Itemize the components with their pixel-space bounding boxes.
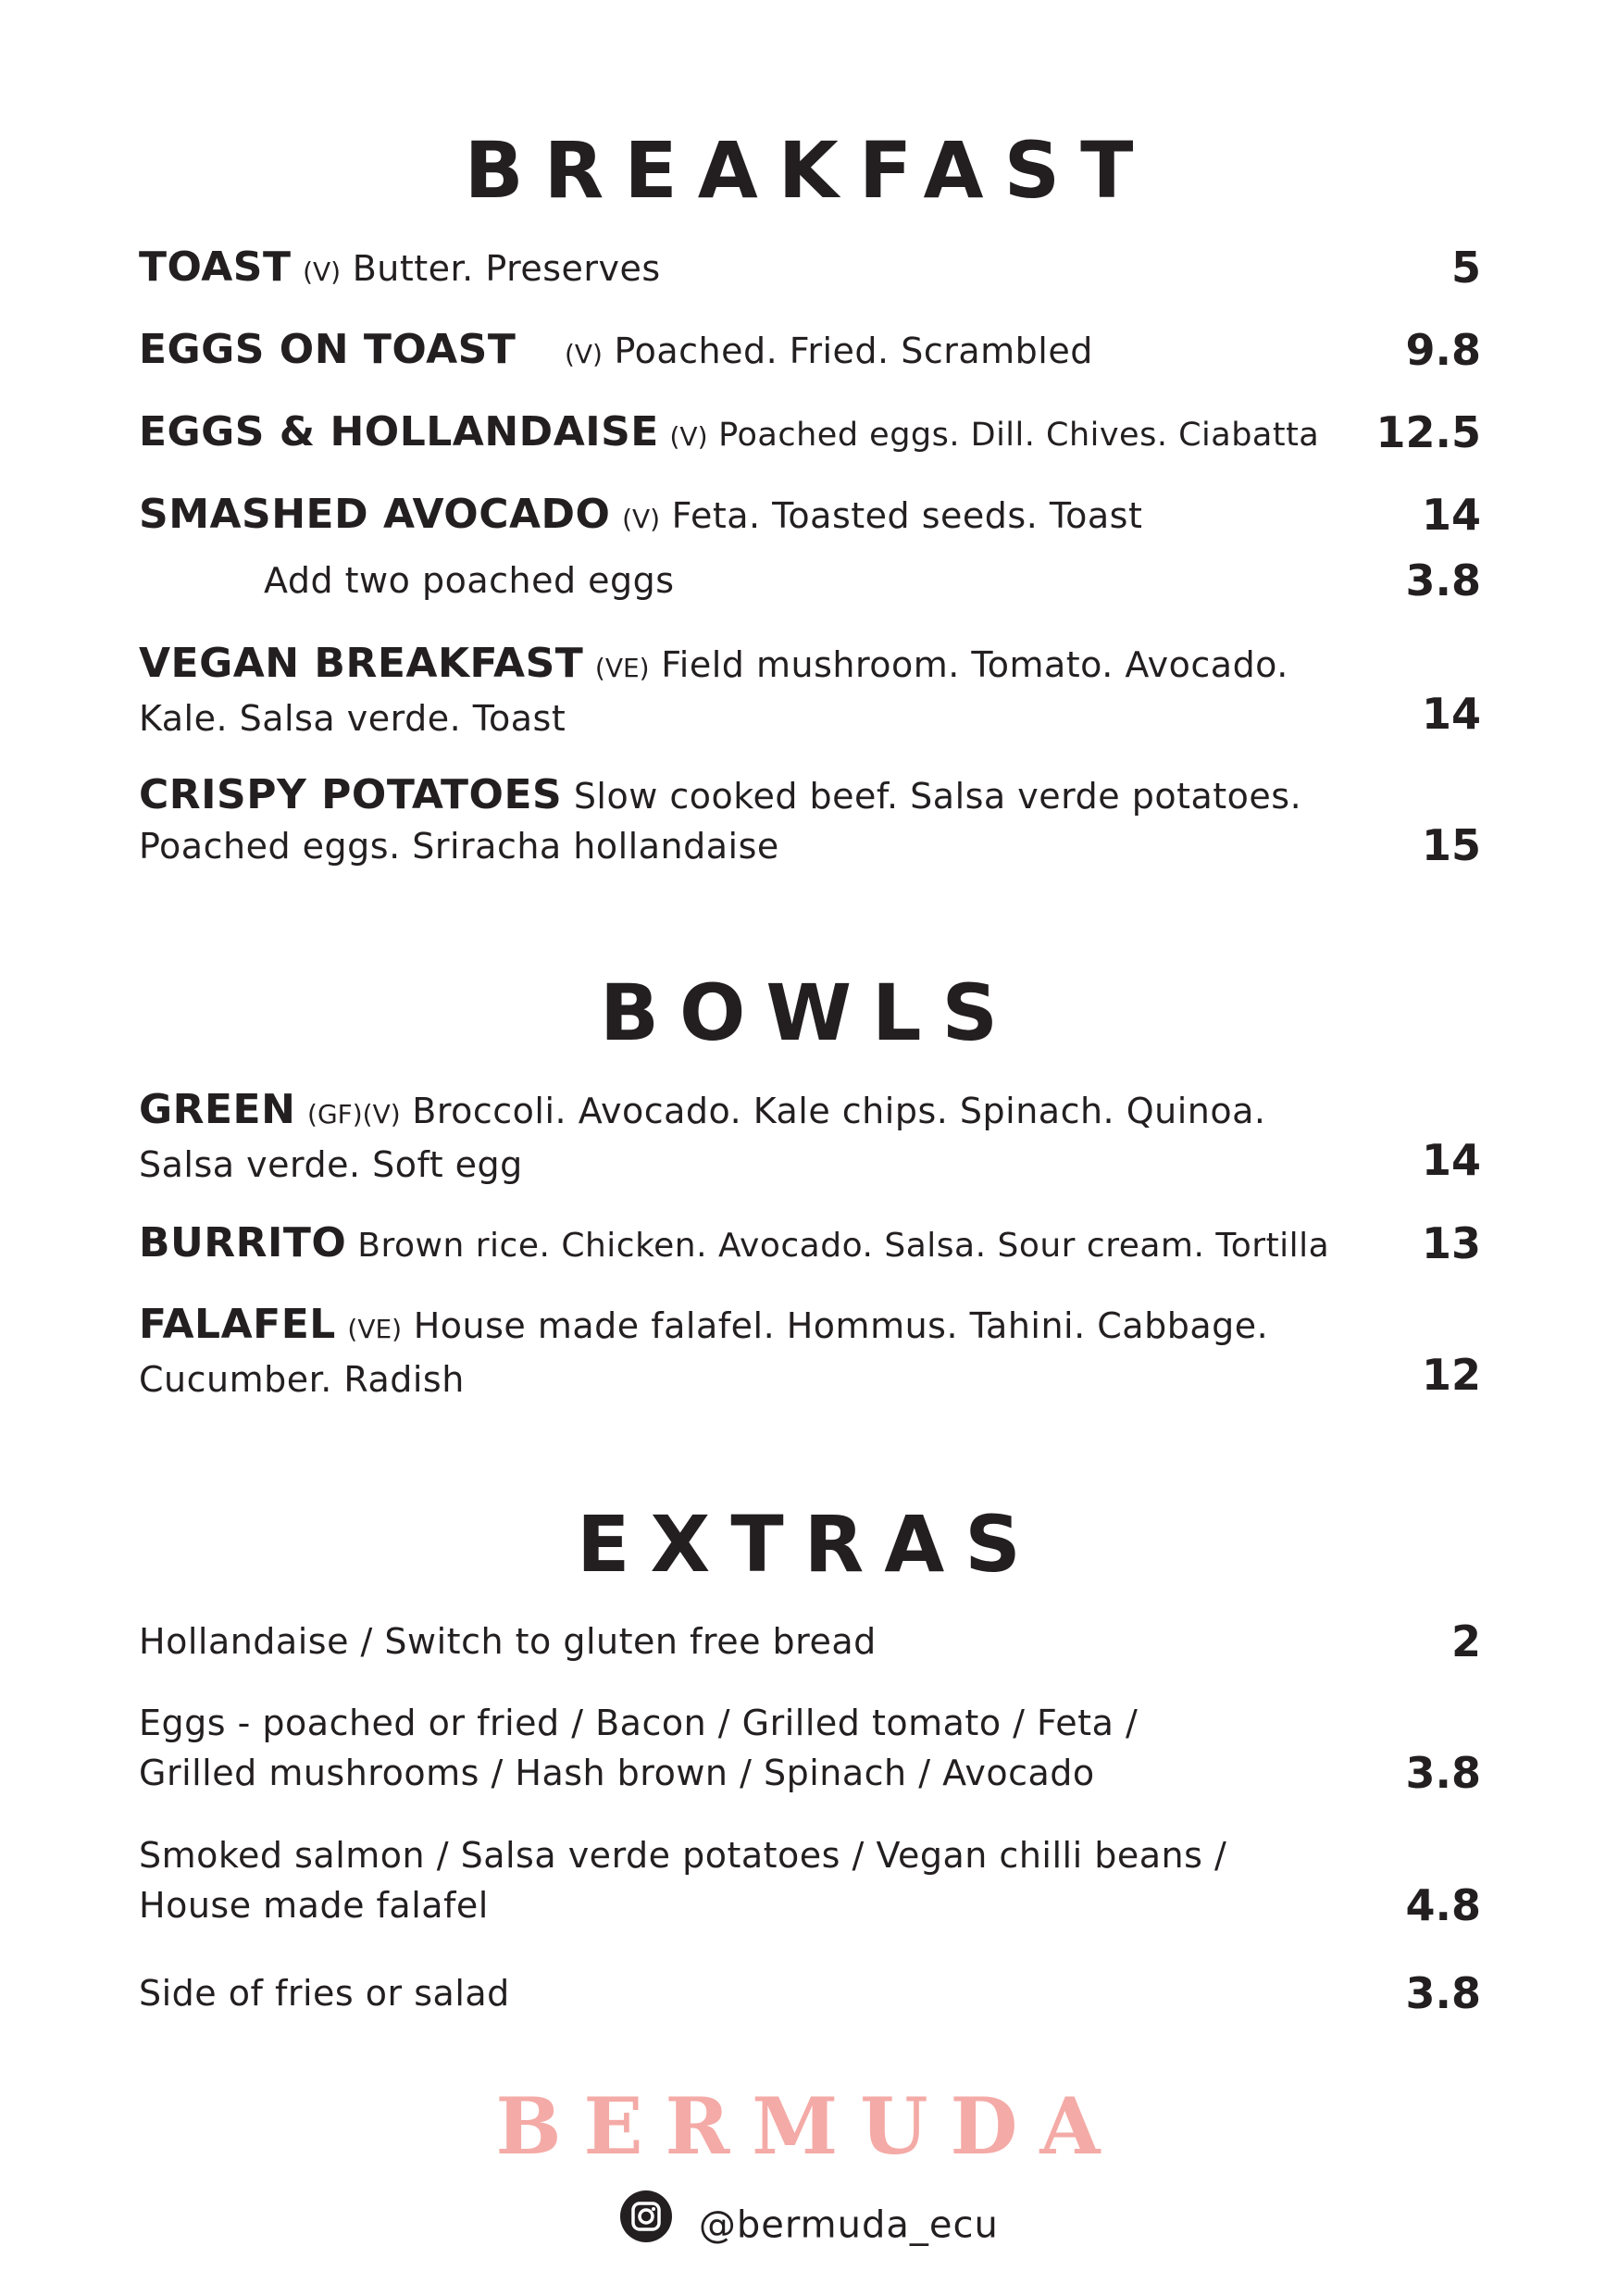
item-description: Hollandaise / Switch to gluten free bread bbox=[139, 1621, 877, 1662]
instagram-icon bbox=[619, 2190, 673, 2261]
item-description: Broccoli. Avocado. Kale chips. Spinach. Quinoa. bbox=[412, 1091, 1266, 1131]
item-price: 12.5 bbox=[1375, 407, 1481, 457]
item-price: 3.8 bbox=[1405, 1748, 1481, 1798]
menu-item-toast bbox=[139, 243, 1481, 297]
extra-item-eggs bbox=[139, 1698, 1481, 1798]
breakfast-heading: BREAKFAST bbox=[464, 125, 1154, 216]
item-description-continued: Cucumber. Radish bbox=[139, 1359, 465, 1400]
item-price: 14 bbox=[1421, 689, 1481, 739]
item-name: TOAST bbox=[139, 243, 292, 291]
logo-wordmark: BERMUDA bbox=[495, 2080, 1123, 2172]
item-description-continued: Poached eggs. Sriracha hollandaise bbox=[139, 826, 779, 867]
item-price: 9.8 bbox=[1405, 325, 1481, 375]
menu-item-eggs-hollandaise bbox=[139, 407, 1481, 462]
item-description: Smoked salmon / Salsa verde potatoes / Vegan chilli beans / bbox=[139, 1835, 1227, 1876]
extra-item-hollandaise bbox=[139, 1616, 1481, 1666]
item-description: Feta. Toasted seeds. Toast bbox=[671, 495, 1143, 536]
item-description: Poached. Fried. Scrambled bbox=[614, 331, 1093, 371]
menu-item-add-eggs bbox=[139, 555, 1481, 605]
extra-item-salmon bbox=[139, 1830, 1481, 1930]
menu-item-vegan-breakfast bbox=[139, 639, 1481, 743]
social-handle bbox=[0, 2190, 1618, 2261]
item-description: Add two poached eggs bbox=[264, 560, 675, 601]
dietary-tag: (V) bbox=[303, 256, 342, 287]
item-name: EGGS ON TOAST bbox=[139, 326, 517, 373]
item-name: SMASHED AVOCADO bbox=[139, 491, 611, 538]
item-price: 12 bbox=[1421, 1350, 1481, 1400]
brand-logo bbox=[0, 2080, 1618, 2172]
item-price: 14 bbox=[1421, 1135, 1481, 1185]
bowls-heading: BOWLS bbox=[599, 967, 1019, 1058]
item-price: 3.8 bbox=[1405, 555, 1481, 605]
item-description: Field mushroom. Tomato. Avocado. bbox=[661, 644, 1288, 685]
dietary-tag: (VE) bbox=[594, 653, 650, 683]
dietary-tag: (GF)(V) bbox=[307, 1099, 401, 1129]
menu-item-eggs-on-toast bbox=[139, 325, 1481, 380]
item-description-continued: House made falafel bbox=[139, 1885, 489, 1926]
item-price: 5 bbox=[1450, 243, 1481, 293]
menu-item-green bbox=[139, 1085, 1481, 1190]
item-price: 14 bbox=[1421, 490, 1481, 540]
item-name: BURRITO bbox=[139, 1219, 347, 1267]
item-price: 4.8 bbox=[1405, 1880, 1481, 1930]
menu-item-crispy-potatoes bbox=[139, 770, 1481, 871]
item-name: CRISPY POTATOES bbox=[139, 771, 563, 818]
item-price: 15 bbox=[1421, 820, 1481, 870]
item-name: VEGAN BREAKFAST bbox=[139, 640, 584, 687]
item-description: Brown rice. Chicken. Avocado. Salsa. Sour cream. Tortilla bbox=[357, 1227, 1330, 1265]
dietary-tag: (VE) bbox=[347, 1314, 403, 1344]
item-description: Slow cooked beef. Salsa verde potatoes. bbox=[573, 776, 1302, 817]
item-price: 3.8 bbox=[1405, 1968, 1481, 2018]
item-description: Eggs - poached or fried / Bacon / Grilled tomato / Feta / bbox=[139, 1703, 1139, 1743]
item-description-continued: Grilled mushrooms / Hash brown / Spinach / Avocado bbox=[139, 1753, 1095, 1793]
menu-item-smashed-avocado bbox=[139, 490, 1481, 544]
item-description: Poached eggs. Dill. Chives. Ciabatta bbox=[718, 417, 1320, 454]
item-price: 13 bbox=[1421, 1218, 1481, 1268]
item-description-continued: Salsa verde. Soft egg bbox=[139, 1144, 523, 1185]
extra-item-sides bbox=[139, 1968, 1481, 2018]
item-name: FALAFEL bbox=[139, 1301, 336, 1348]
item-description: Side of fries or salad bbox=[139, 1973, 510, 2014]
item-description-continued: Kale. Salsa verde. Toast bbox=[139, 698, 566, 739]
dietary-tag: (V) bbox=[669, 421, 708, 452]
extras-heading: EXTRAS bbox=[577, 1499, 1041, 1590]
item-name: EGGS & HOLLANDAISE bbox=[139, 408, 659, 455]
menu-item-burrito bbox=[139, 1218, 1481, 1271]
item-name: GREEN bbox=[139, 1086, 296, 1133]
item-description: Butter. Preserves bbox=[352, 248, 661, 289]
dietary-tag: (V) bbox=[622, 504, 661, 534]
instagram-handle[interactable]: @bermuda_ecu bbox=[698, 2203, 999, 2247]
menu-item-falafel bbox=[139, 1300, 1481, 1404]
dietary-tag: (V) bbox=[564, 339, 603, 369]
item-price: 2 bbox=[1450, 1616, 1481, 1666]
item-description: House made falafel. Hommus. Tahini. Cabbage. bbox=[413, 1305, 1269, 1346]
